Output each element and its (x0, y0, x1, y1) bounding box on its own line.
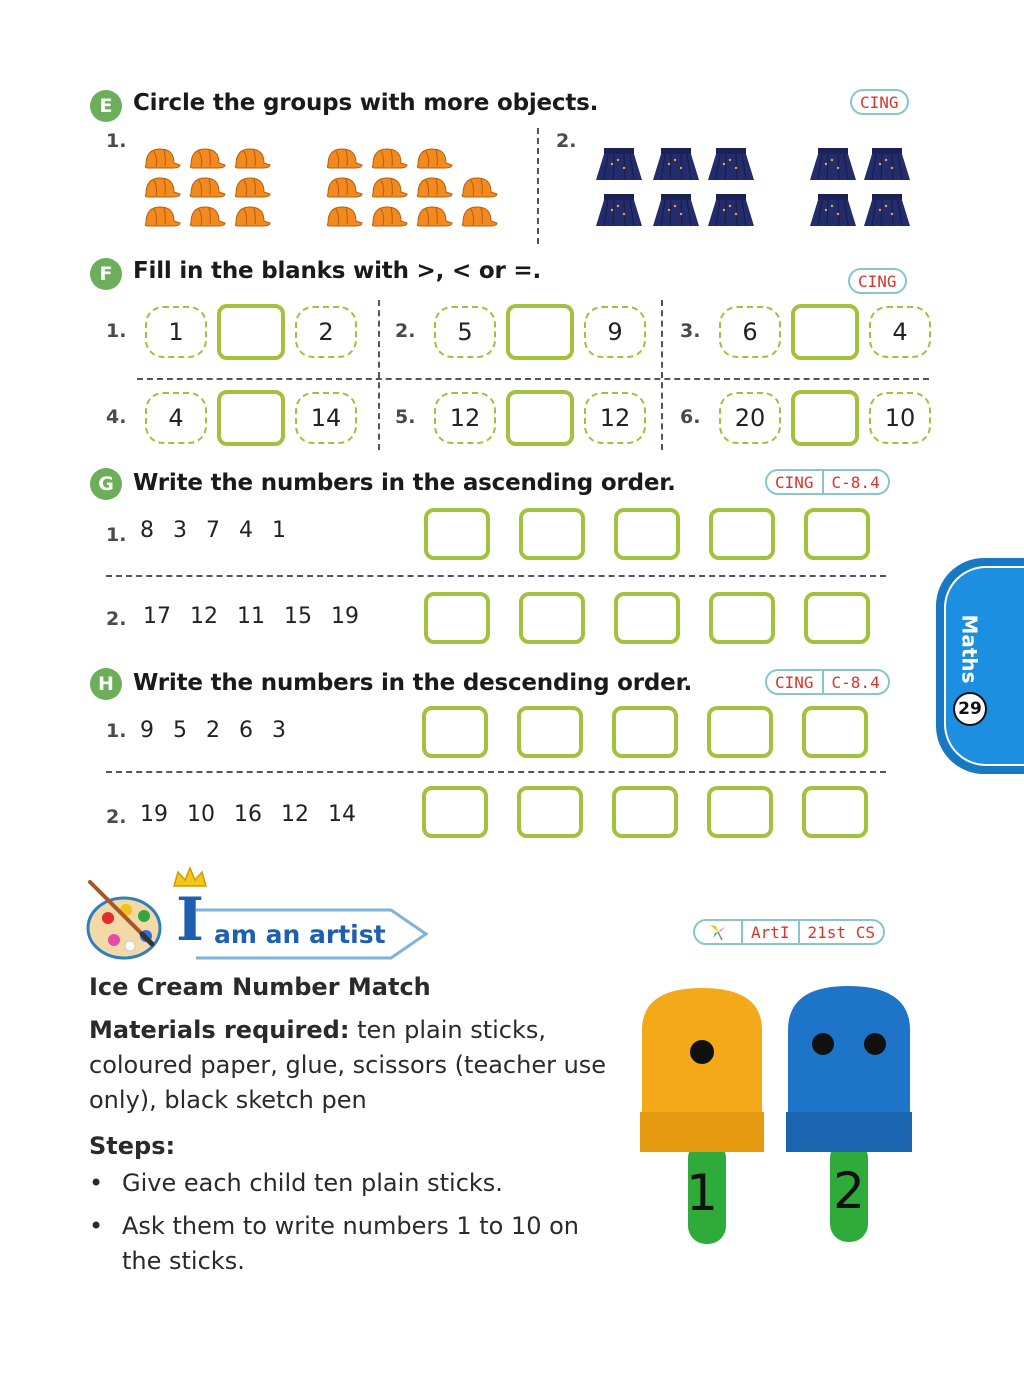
question-number: 1. (106, 130, 127, 152)
section-f-title: Fill in the blanks with >, < or =. (133, 258, 542, 284)
left-number: 1 (145, 306, 207, 358)
cap-icon (324, 145, 364, 169)
tag-c-8-4: C-8.4 (822, 471, 888, 493)
materials-label: Materials required: (89, 1016, 350, 1044)
divider (661, 300, 663, 450)
artist-letter: I (175, 885, 205, 955)
cap-icon (187, 174, 227, 198)
cap-icon (414, 145, 454, 169)
question-number: 6. (680, 406, 701, 428)
question-number: 2. (395, 320, 416, 342)
artist-tags (693, 919, 885, 945)
comparison-answer-box[interactable] (217, 390, 285, 446)
order-answer-box[interactable] (614, 508, 680, 560)
cap-icon (369, 145, 409, 169)
tag-cing: CING (858, 271, 897, 291)
step-text: Give each child ten plain sticks. (122, 1169, 503, 1197)
comparison-answer-box[interactable] (217, 304, 285, 360)
artist-title: am an artist (214, 920, 386, 949)
divider (537, 128, 539, 244)
cap-icon (459, 174, 499, 198)
divider (378, 300, 380, 450)
divider (106, 771, 886, 773)
question-number: 4. (106, 406, 127, 428)
bullet: • (89, 1212, 104, 1240)
popsicle-one (640, 988, 764, 1244)
bullet: • (89, 1169, 104, 1197)
skirt-icon (706, 146, 756, 182)
right-number: 12 (584, 392, 646, 444)
skirt-icon (862, 146, 912, 182)
section-g-tags (765, 469, 890, 495)
order-answer-box[interactable] (612, 786, 678, 838)
cap-icon (142, 145, 182, 169)
steps-list (89, 1166, 609, 1279)
divider (106, 575, 886, 577)
popsicle-number: 2 (833, 1162, 865, 1220)
question-number: 1. (106, 320, 127, 342)
order-answer-box[interactable] (802, 786, 868, 838)
question-number: 1. (106, 720, 127, 742)
tag-21st-cs: 21st CS (798, 921, 883, 943)
cap-icon (414, 203, 454, 227)
popsicle-number: 1 (686, 1164, 718, 1222)
divider (137, 378, 929, 380)
section-g-title: Write the numbers in the ascending order. (133, 470, 676, 496)
crown-icon (174, 868, 206, 886)
subject-label: Maths (958, 614, 983, 684)
skirt-icon (808, 192, 858, 228)
list-item (89, 1209, 609, 1279)
cap-icon (142, 174, 182, 198)
page-number: 29 (953, 692, 987, 726)
question-number: 1. (106, 524, 127, 546)
section-e-badge: E (90, 90, 122, 122)
order-answer-box[interactable] (804, 592, 870, 644)
comparison-answer-box[interactable] (506, 304, 574, 360)
left-number: 5 (434, 306, 496, 358)
order-answer-box[interactable] (612, 706, 678, 758)
left-number: 4 (145, 392, 207, 444)
cap-icon (324, 203, 364, 227)
section-h-badge: H (90, 668, 122, 700)
right-number: 9 (584, 306, 646, 358)
cap-icon (232, 174, 272, 198)
section-h-tags (765, 669, 890, 695)
skirt-icon (594, 146, 644, 182)
popsicle-two (786, 986, 912, 1242)
cap-icon (187, 145, 227, 169)
cap-icon (459, 203, 499, 227)
artist-banner (86, 864, 431, 964)
materials-text: ten plain sticks, coloured paper, glue, scissors (teacher use only), black sketch pen (89, 1016, 607, 1114)
right-number: 4 (869, 306, 931, 358)
left-number: 20 (719, 392, 781, 444)
order-answer-box[interactable] (614, 592, 680, 644)
order-answer-box[interactable] (517, 786, 583, 838)
comparison-answer-box[interactable] (791, 304, 859, 360)
right-number: 14 (295, 392, 357, 444)
cap-icon (414, 174, 454, 198)
section-f-badge: F (90, 258, 122, 290)
tag-c-8-4: C-8.4 (822, 671, 888, 693)
order-answer-box[interactable] (709, 508, 775, 560)
order-answer-box[interactable] (802, 706, 868, 758)
left-number: 12 (434, 392, 496, 444)
question-number: 2. (556, 130, 577, 152)
comparison-answer-box[interactable] (506, 390, 574, 446)
question-number: 5. (395, 406, 416, 428)
popsicle-illustration (636, 980, 916, 1250)
order-answer-box[interactable] (707, 786, 773, 838)
question-number: 3. (680, 320, 701, 342)
order-answer-box[interactable] (424, 592, 490, 644)
cap-icon (187, 203, 227, 227)
subject-label-wrap (952, 614, 988, 684)
order-answer-box[interactable] (422, 786, 488, 838)
pinwheel-icon (695, 921, 741, 943)
tag-cing: CING (775, 672, 814, 692)
order-answer-box[interactable] (519, 508, 585, 560)
tag-cing: CING (775, 472, 814, 492)
section-e-tags (850, 89, 909, 115)
order-answer-box[interactable] (519, 592, 585, 644)
cap-icon (369, 174, 409, 198)
tag-arti: ArtI (741, 921, 798, 943)
skirt-icon (651, 192, 701, 228)
section-g-badge: G (90, 468, 122, 500)
order-answer-box[interactable] (707, 706, 773, 758)
order-answer-box[interactable] (709, 592, 775, 644)
order-answer-box[interactable] (422, 706, 488, 758)
question-number: 2. (106, 806, 127, 828)
question-number: 2. (106, 608, 127, 630)
right-number: 10 (869, 392, 931, 444)
section-f-tags (848, 268, 907, 294)
skirt-icon (808, 146, 858, 182)
right-number: 2 (295, 306, 357, 358)
cap-icon (232, 203, 272, 227)
order-answer-box[interactable] (424, 508, 490, 560)
palette-icon (88, 882, 160, 958)
section-e-title: Circle the groups with more objects. (133, 90, 599, 116)
activity-title: Ice Cream Number Match (89, 973, 431, 1001)
number-sequence: 17 12 11 15 19 (143, 604, 359, 629)
cap-icon (324, 174, 364, 198)
list-item (89, 1166, 609, 1201)
number-sequence: 19 10 16 12 14 (140, 802, 356, 827)
skirt-icon (594, 192, 644, 228)
section-h-title: Write the numbers in the descending order. (133, 670, 692, 696)
skirt-icon (706, 192, 756, 228)
number-sequence: 8 3 7 4 1 (140, 518, 286, 543)
skirt-icon (651, 146, 701, 182)
comparison-answer-box[interactable] (791, 390, 859, 446)
cap-icon (142, 203, 182, 227)
steps-label: Steps: (89, 1132, 176, 1160)
tag-cing: CING (860, 92, 899, 112)
number-sequence: 9 5 2 6 3 (140, 718, 286, 743)
materials-paragraph (89, 1013, 609, 1118)
skirt-icon (862, 192, 912, 228)
cap-icon (369, 203, 409, 227)
cap-icon (232, 145, 272, 169)
left-number: 6 (719, 306, 781, 358)
order-answer-box[interactable] (517, 706, 583, 758)
order-answer-box[interactable] (804, 508, 870, 560)
step-text: Ask them to write numbers 1 to 10 on the sticks. (122, 1212, 580, 1275)
